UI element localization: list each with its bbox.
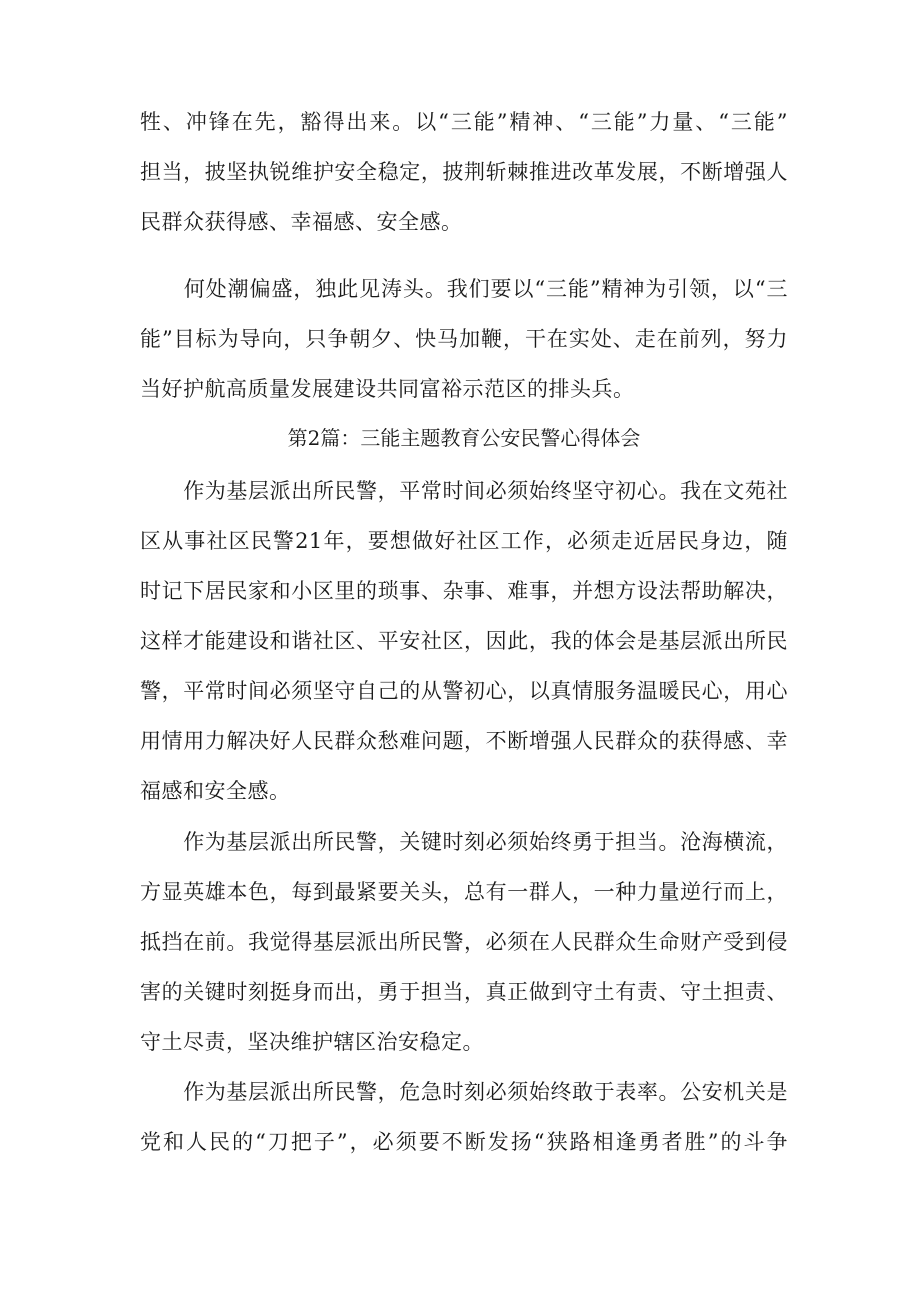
paragraph-1 [140,97,788,247]
paragraph-line: 用情用力解决好人民群众愁难问题，不断增强人民群众的获得感、幸 [140,729,788,753]
section-heading: 第2篇：三能主题教育公安民警心得体会 [287,426,641,450]
paragraph-3 [140,466,788,816]
paragraph-line: 何处潮偏盛，独此见涛头。我们要以“三能”精神为引领，以“三 [140,277,788,301]
paragraph-line: 作为基层派出所民警，平常时间必须始终坚守初心。我在文苑社 [140,479,788,503]
paragraph-line: 当好护航高质量发展建设共同富裕示范区的排头兵。 [140,377,635,401]
paragraph-line: 抵挡在前。我觉得基层派出所民警，必须在人民群众生命财产受到侵 [140,930,788,954]
paragraph-5 [140,1067,788,1167]
paragraph-line: 区从事社区民警21年，要想做好社区工作，必须走近居民身边，随 [140,529,788,553]
paragraph-line: 这样才能建设和谐社区、平安社区，因此，我的体会是基层派出所民 [140,629,788,653]
paragraph-line: 作为基层派出所民警，关键时刻必须始终勇于担当。沧海横流， [140,830,788,854]
paragraph-line: 害的关键时刻挺身而出，勇于担当，真正做到守土有责、守土担责、 [140,980,788,1004]
paragraph-line: 福感和安全感。 [140,779,291,803]
paragraph-line: 民群众获得感、幸福感、安全感。 [140,210,463,234]
paragraph-line: 党和人民的“刀把子”，必须要不断发扬“狭路相逢勇者胜”的斗争 [140,1130,788,1154]
paragraph-2 [140,264,788,414]
paragraph-line: 方显英雄本色，每到最紧要关头，总有一群人，一种力量逆行而上， [140,880,788,904]
paragraph-line: 时记下居民家和小区里的琐事、杂事、难事，并想方设法帮助解决， [140,579,788,603]
paragraph-line: 守土尽责，坚决维护辖区治安稳定。 [140,1030,484,1054]
paragraph-line: 作为基层派出所民警，危急时刻必须始终敢于表率。公安机关是 [140,1080,788,1104]
paragraph-line: 牲、冲锋在先，豁得出来。以“三能”精神、“三能”力量、“三能” [140,110,788,134]
paragraph-line: 担当，披坚执锐维护安全稳定，披荆斩棘推进改革发展，不断增强人 [140,160,788,184]
paragraph-4 [140,817,788,1067]
paragraph-line: 能”目标为导向，只争朝夕、快马加鞭，干在实处、走在前列，努力 [140,327,788,351]
paragraph-line: 警，平常时间必须坚守自己的从警初心，以真情服务温暖民心，用心 [140,679,788,703]
